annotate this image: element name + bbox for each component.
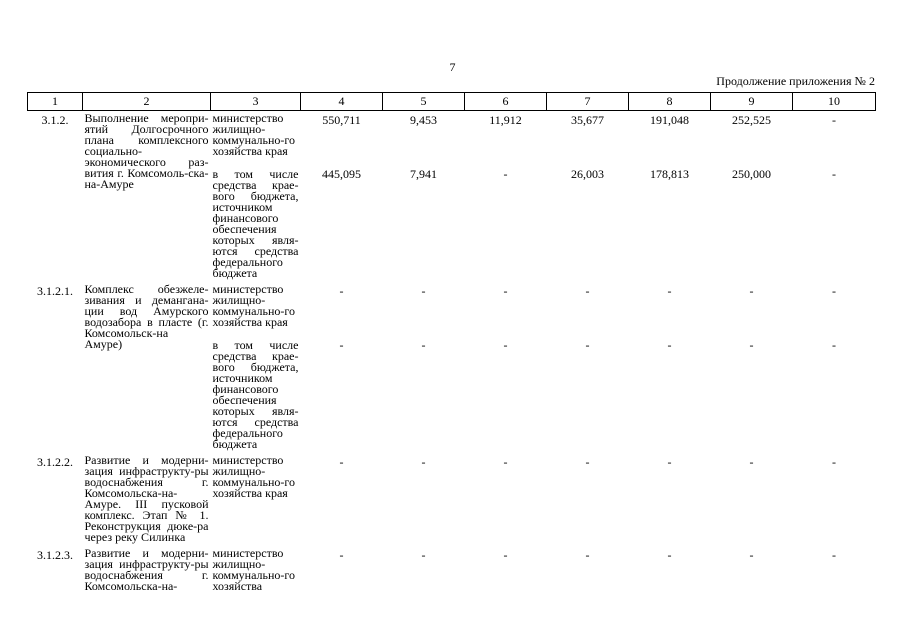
table-row — [28, 453, 876, 546]
row-executor: министерство жилищно-коммунально-го хозяйства — [212, 546, 296, 593]
value-cell: - — [503, 338, 508, 352]
col-header-1: 1 — [28, 93, 83, 111]
row-code: 3.1.2.2. — [37, 455, 73, 469]
column-number-header-row — [28, 93, 876, 111]
value-cell: - — [503, 284, 508, 298]
value-cell: - — [832, 284, 836, 298]
col-header-2: 2 — [83, 93, 211, 111]
value-cell: 550,711 — [322, 113, 361, 127]
value-cell: 11,912 — [489, 113, 522, 127]
value-cell: 252,525 — [732, 113, 771, 127]
value-cell: - — [832, 455, 836, 469]
row-name: Развитие и модерни-зация инфраструкту-ры водоснабжения г. Комсомольска-на-Амуре. III пусковой комплекс. Этап № 1. Реконструкция дюке-ра через реку Силинка — [84, 453, 209, 544]
row-name: Выполнение меропри-ятий Долгосрочного плана комплексного социально-экономического раз-вития г. Комсомоль-ска-на-Амуре — [84, 111, 209, 191]
value-cell: - — [339, 338, 344, 352]
table-row — [28, 282, 876, 331]
value-cell: - — [749, 284, 754, 298]
budget-table — [27, 92, 876, 595]
value-cell: 191,048 — [650, 113, 689, 127]
value-cell: - — [667, 548, 672, 562]
value-cell: - — [667, 455, 672, 469]
value-cell: - — [832, 338, 836, 352]
value-cell: - — [667, 284, 672, 298]
value-cell: - — [585, 284, 590, 298]
appendix-continuation-label: Продолжение приложения № 2 — [716, 74, 875, 88]
value-cell: 250,000 — [732, 167, 771, 181]
row-name: Развитие и модерни-зация инфраструкту-ры водоснабжения г. Комсомольска-на- — [84, 546, 209, 593]
value-cell: 9,453 — [410, 113, 437, 127]
value-cell: - — [585, 455, 590, 469]
value-cell: - — [749, 338, 754, 352]
value-cell: - — [749, 455, 754, 469]
row-code: 3.1.2. — [41, 113, 69, 127]
value-cell: - — [339, 284, 344, 298]
row-executor: в том числе средства крае-вого бюджета, источником финансового обеспечения которых явля-ются средства федерального бюджета — [212, 338, 299, 451]
row-executor: министерство жилищно-коммунально-го хозяйства края — [212, 111, 296, 158]
page-number: 7 — [449, 60, 456, 74]
value-cell: - — [421, 284, 426, 298]
value-cell: 35,677 — [571, 113, 604, 127]
col-header-3: 3 — [211, 93, 301, 111]
value-cell: - — [832, 548, 836, 562]
table-row — [28, 546, 876, 595]
row-code: 3.1.2.1. — [37, 284, 73, 298]
value-cell: - — [585, 548, 590, 562]
value-cell: - — [749, 548, 754, 562]
col-header-8: 8 — [629, 93, 711, 111]
col-header-4: 4 — [301, 93, 383, 111]
value-cell: - — [832, 167, 836, 181]
value-cell: - — [421, 455, 426, 469]
table-row — [28, 111, 876, 161]
value-cell: - — [339, 455, 344, 469]
row-executor: в том числе средства крае-вого бюджета, источником финансового обеспечения которых явля-ются средства федерального бюджета — [212, 167, 299, 280]
row-executor: министерство жилищно-коммунально-го хозяйства края — [212, 453, 296, 500]
value-cell: - — [503, 455, 508, 469]
col-header-9: 9 — [711, 93, 793, 111]
value-cell: 26,003 — [571, 167, 604, 181]
value-cell: - — [421, 338, 426, 352]
value-cell: 178,813 — [650, 167, 689, 181]
value-cell: - — [421, 548, 426, 562]
value-cell: 445,095 — [322, 167, 361, 181]
value-cell: 7,941 — [410, 167, 437, 181]
value-cell: - — [832, 113, 836, 127]
row-executor: министерство жилищно-коммунально-го хозяйства края — [212, 282, 296, 329]
value-cell: - — [339, 548, 344, 562]
value-cell: - — [503, 548, 508, 562]
col-header-7: 7 — [547, 93, 629, 111]
col-header-10: 10 — [793, 93, 876, 111]
row-name: Комплекс обезжеле-зивания и деманганa-ции вод Амурского водозабора в пласте (г. Комсомольск-на Амуре) — [84, 282, 209, 351]
col-header-5: 5 — [383, 93, 465, 111]
value-cell: - — [667, 338, 672, 352]
value-cell: - — [503, 167, 508, 181]
col-header-6: 6 — [465, 93, 547, 111]
value-cell: - — [585, 338, 590, 352]
row-code: 3.1.2.3. — [37, 548, 73, 562]
